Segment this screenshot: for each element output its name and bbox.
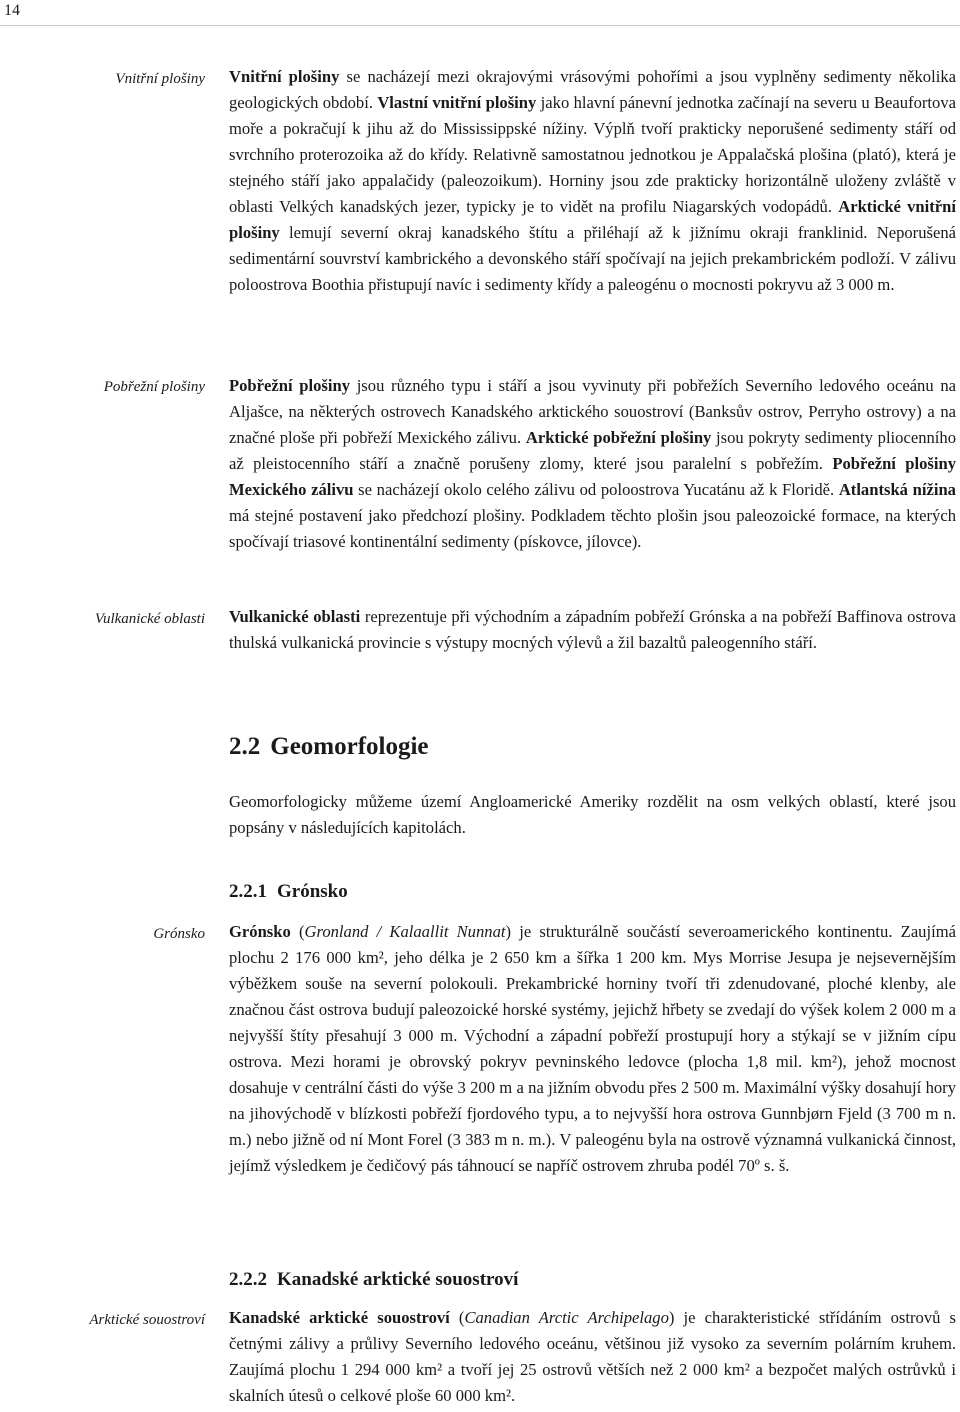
subsection-title: Grónsko (277, 881, 348, 902)
subsection-title: Kanadské arktické souostroví (277, 1269, 519, 1290)
text-run: jako hlavní pánevní jednotka začínají na severu u Beaufortova moře a pokračují k jihu až do Mississippské nížiny. Výplň tvoří prakticky neporušené sedimenty stáří od svrchního proterozoika až do křídy. Relativně samostatnou jednotkou je Appalačská plošina (plató), která je stejného stáří jako appalačidy (paleozoikum). Horniny jsou zde prakticky horizontálně uloženy zvláště v oblasti Velkých kanadských jezer, typicky je to vidět na profilu Niagarských vodopádů. (229, 93, 956, 216)
text-run: jsou různého typu i stáří a jsou vyvinuty při pobřežích Severního ledového oceánu na Aljašce, na některých ostrovech Kanadského arktického souostroví (Banksův ostrov, Perryho ostrovy) a na značné ploše při pobřeží Mexického zálivu. (229, 376, 956, 447)
subsection-heading-gronsko (229, 879, 348, 905)
page-number: 14 (4, 2, 20, 19)
italic-term: Gronland / Kalaallit Nunnat (304, 922, 506, 941)
text-run: se nacházejí mezi okrajovými vrásovými pohořími a jsou vyplněny sedimenty několika geologických období. (229, 67, 956, 112)
text-run: ( (290, 922, 305, 941)
bold-term: Arktické vnitřní plošiny (229, 197, 957, 242)
section-title: Geomorfologie (270, 733, 429, 760)
subsection-heading-arkticke (229, 1267, 518, 1293)
text-run: Geomorfologicky můžeme území Angloamerické Ameriky rozdělit na osm velkých oblastí, které jsou popsány v následujících kapitolách. (229, 792, 956, 837)
text-run: reprezentuje při východním a západním pobřeží Grónska a na pobřeží Baffinova ostrova thulská vulkanická provincie s výstupy mocných výlevů a žil bazaltů paleogenního stáří. (229, 607, 956, 652)
text-run: ) je charakteristické střídáním ostrovů s četnými zálivy a průlivy Severního ledového oceánu, většinou již vysoko za severním polárním kruhem. Zaujímá plochu 1 294 000 km² a tvoří jej 25 ostrovů větších než 2 000 km² a bezpočet malých ostrůvků i skalních útesů o celkové ploše 60 000 km². (229, 1308, 956, 1405)
bold-term: Vlastní vnitřní plošiny (377, 93, 537, 112)
margin-note-gronsko: Grónsko (153, 926, 205, 942)
section-heading-geomorfologie (229, 732, 429, 762)
paragraph-geomorfologie (229, 789, 956, 841)
text-run: se nacházejí okolo celého zálivu od poloostrova Yucatánu až k Floridě. (353, 480, 839, 499)
text-run: jsou pokryty sedimenty pliocenního až pleistocenního stáří a značně porušeny zlomy, které jsou paralelní s pobřežím. (229, 428, 956, 473)
margin-note-arkticke: Arktické souostroví (89, 1312, 205, 1328)
paragraph-pobrezni (229, 373, 956, 555)
bold-term: Grónsko (229, 922, 291, 941)
bold-term: Arktické pobřežní plošiny (525, 428, 712, 447)
text-run: má stejné postavení jako předchozí plošiny. Podkladem těchto plošin jsou paleozoické formace, na kterých spočívají triasové kontinentální sedimenty (pískovce, jílovce). (229, 506, 956, 551)
text-run: ( (449, 1308, 465, 1327)
text-run: lemují severní okraj kanadského štítu a přiléhají až k jižnímu okraji franklinid. Neporušená sedimentární souvrství kambrického a devonského stáří spočívají na jejich prekambrickém podloží. V zálivu poloostrova Boothia přistupují navíc i sedimenty křídy a paleogénu o mocnosti pokryvu až 3 000 m. (229, 223, 956, 294)
bold-term: Pobřežní plošiny (229, 376, 351, 395)
italic-term: Canadian Arctic Archipelago (464, 1308, 669, 1327)
margin-note-pobrezni: Pobřežní plošiny (103, 379, 205, 395)
text-run: ) je strukturálně součástí severoamerického kontinentu. Zaujímá plochu 2 176 000 km², jeho délka je 2 650 km a šířka 1 200 km. Mys Morrise Jesupa je nejsevernějším výběžkem souše na severní polokouli. Prekambrické horniny tvoří tři zdenudované, ploché klenby, ale značnou část ostrova budují paleozoické horské systémy, jejichž hřbety se zvedají do výšek kolem 2 000 m a nejvyšší štíty přesahují 3 000 m. Východní a západní pobřeží prostupují hory a stýkají se v jižním cípu ostrova. Mezi horami je obrovský pokryv pevninského ledovce (plocha 1,8 mil. km²), jehož mocnost dosahuje v centrální části do výše 3 200 m a na jižním obvodu přes 2 500 m. Maximální výšky dosahují hory na jihovýchodě v blízkosti pobřeží fjordového typu, a to nejvyšší hora ostrova Gunnbjørn Fjeld (3 700 m n. m.) nebo jižně od ní Mont Forel (3 383 m n. m.). V paleogénu byla na ostrově významná vulkanická činnost, jejímž výsledkem je čedičový pás táhnoucí se napříč ostrovem zhruba podél 70º s. š. (229, 922, 956, 1175)
bold-term: Atlantská nížina (838, 480, 956, 499)
paragraph-vulkanicke (229, 604, 956, 656)
margin-note-vulkanicke: Vulkanické oblasti (94, 611, 205, 627)
paragraph-arkticke (229, 1305, 956, 1409)
section-number: 2.2 (229, 733, 261, 760)
bold-term: Vnitřní plošiny (229, 67, 340, 86)
paragraph-vnitrni (229, 64, 956, 298)
bold-term: Kanadské arktické souostroví (229, 1308, 450, 1327)
header-rule (0, 25, 960, 26)
margin-note-vnitrni: Vnitřní plošiny (115, 71, 205, 87)
subsection-number: 2.2.2 (229, 1269, 267, 1290)
paragraph-gronsko (229, 919, 956, 1179)
subsection-number: 2.2.1 (229, 881, 267, 902)
bold-term: Pobřežní plošiny Mexického zálivu (229, 454, 956, 499)
bold-term: Vulkanické oblasti (229, 607, 361, 626)
